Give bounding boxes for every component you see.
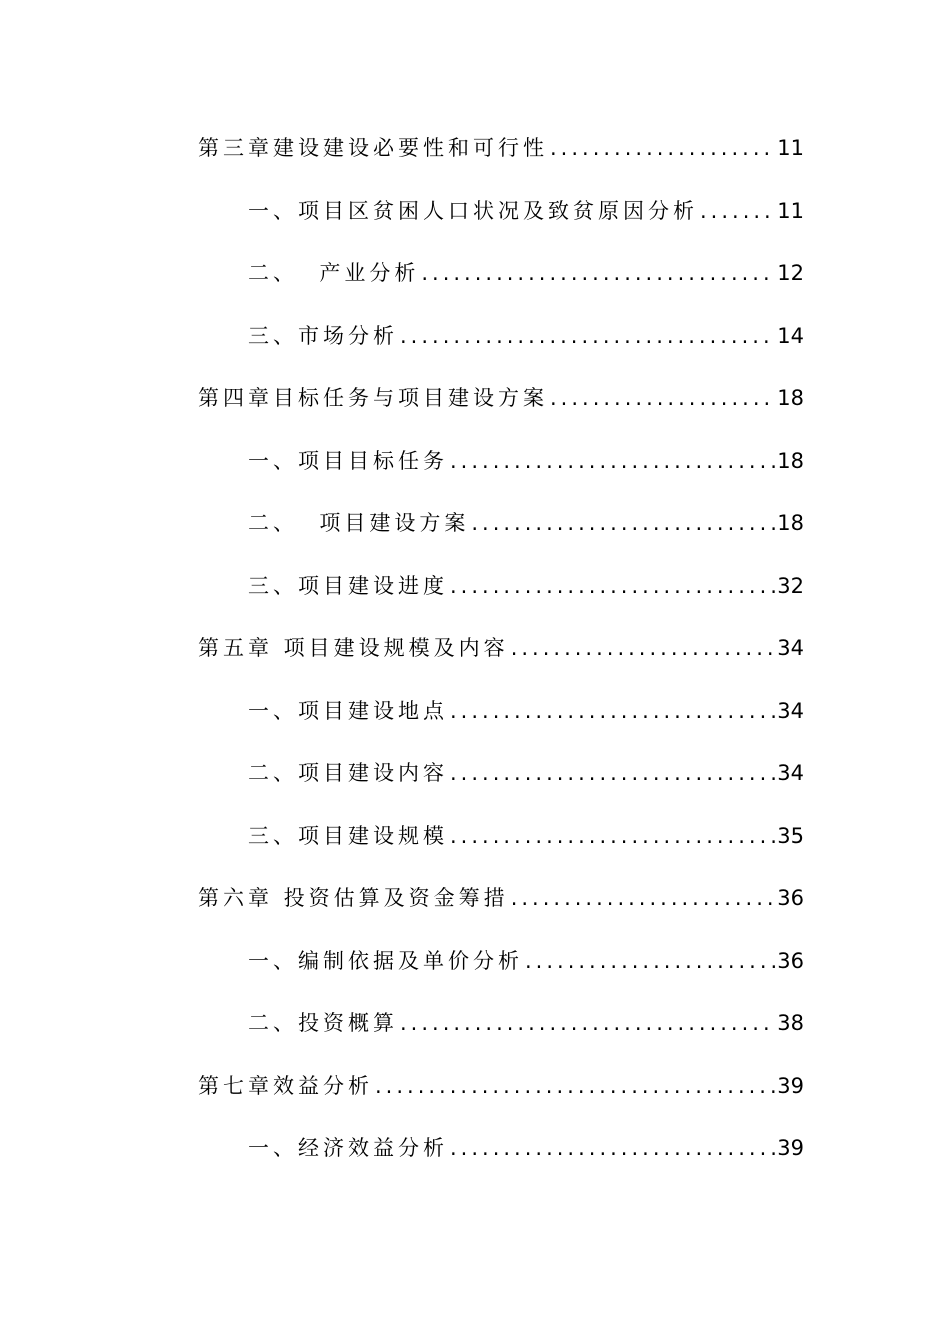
toc-entry-page: 36 bbox=[777, 886, 804, 910]
toc-dot-leader bbox=[400, 1001, 775, 1045]
toc-entry-page: 35 bbox=[777, 823, 804, 848]
toc-entry-page: 11 bbox=[777, 198, 804, 223]
toc-entry-title: 三、市场分析 bbox=[248, 323, 398, 348]
toc-entry-page: 36 bbox=[777, 948, 804, 973]
toc-entry-title: 一、编制依据及单价分析 bbox=[248, 948, 523, 973]
toc-dot-leader bbox=[511, 876, 776, 920]
toc-entry-title: 二、 项目建设方案 bbox=[248, 511, 470, 535]
toc-entry-title: 一、项目建设地点 bbox=[248, 698, 448, 723]
toc-entry-page: 14 bbox=[777, 323, 804, 348]
toc-dot-leader bbox=[471, 501, 775, 545]
toc-entry-page: 11 bbox=[777, 136, 804, 160]
toc-entry[interactable] bbox=[198, 189, 804, 252]
toc-entry[interactable] bbox=[198, 1001, 804, 1064]
toc-dot-leader bbox=[450, 1126, 775, 1170]
toc-entry[interactable] bbox=[198, 376, 804, 439]
toc-entry[interactable] bbox=[198, 251, 804, 314]
toc-dot-leader bbox=[550, 126, 775, 170]
toc-entry-title: 第五章 项目建设规模及内容 bbox=[198, 636, 509, 660]
toc-entry[interactable] bbox=[198, 564, 804, 627]
toc-entry-page: 18 bbox=[777, 448, 804, 473]
toc-entry-title: 第三章建设建设必要性和可行性 bbox=[198, 136, 548, 160]
toc-dot-leader bbox=[450, 814, 775, 858]
toc-entry-page: 18 bbox=[777, 511, 804, 535]
toc-dot-leader bbox=[421, 251, 775, 295]
toc-entry-title: 第六章 投资估算及资金筹措 bbox=[198, 886, 509, 910]
toc-entry-title: 三、项目建设进度 bbox=[248, 573, 448, 598]
toc-entry-page: 12 bbox=[777, 261, 804, 285]
toc-entry-page: 34 bbox=[777, 761, 804, 785]
toc-entry[interactable] bbox=[198, 814, 804, 877]
toc-entry-page: 38 bbox=[777, 1011, 804, 1035]
toc-entry[interactable] bbox=[198, 439, 804, 502]
toc-entry-title: 二、投资概算 bbox=[248, 1011, 398, 1035]
toc-entry-page: 32 bbox=[777, 573, 804, 598]
toc-entry-title: 二、 产业分析 bbox=[248, 261, 420, 285]
toc-entry[interactable] bbox=[198, 1126, 804, 1189]
toc-dot-leader bbox=[511, 626, 776, 670]
toc-entry[interactable] bbox=[198, 751, 804, 814]
toc-dot-leader bbox=[400, 314, 775, 358]
toc-entry[interactable] bbox=[198, 876, 804, 939]
toc-dot-leader bbox=[700, 189, 775, 233]
toc-dot-leader bbox=[375, 1064, 775, 1108]
toc-dot-leader bbox=[450, 564, 775, 608]
toc-entry[interactable] bbox=[198, 689, 804, 752]
toc-entry[interactable] bbox=[198, 314, 804, 377]
toc-entry-page: 34 bbox=[777, 698, 804, 723]
toc-dot-leader bbox=[450, 439, 775, 483]
table-of-contents bbox=[198, 126, 804, 1189]
toc-entry[interactable] bbox=[198, 126, 804, 189]
toc-entry-title: 二、项目建设内容 bbox=[248, 761, 448, 785]
toc-entry-page: 34 bbox=[777, 636, 804, 660]
toc-entry-title: 一、项目区贫困人口状况及致贫原因分析 bbox=[248, 198, 698, 223]
toc-entry-title: 三、项目建设规模 bbox=[248, 823, 448, 848]
toc-dot-leader bbox=[550, 376, 775, 420]
toc-dot-leader bbox=[525, 939, 775, 983]
toc-entry-title: 第七章效益分析 bbox=[198, 1073, 373, 1098]
toc-entry[interactable] bbox=[198, 939, 804, 1002]
toc-entry-page: 39 bbox=[777, 1073, 804, 1098]
toc-entry-title: 一、经济效益分析 bbox=[248, 1136, 448, 1160]
toc-entry[interactable] bbox=[198, 626, 804, 689]
toc-entry-title: 一、项目目标任务 bbox=[248, 448, 448, 473]
toc-entry[interactable] bbox=[198, 501, 804, 564]
toc-entry-title: 第四章目标任务与项目建设方案 bbox=[198, 386, 548, 410]
toc-dot-leader bbox=[450, 689, 775, 733]
toc-dot-leader bbox=[450, 751, 775, 795]
toc-entry-page: 39 bbox=[777, 1136, 804, 1160]
toc-entry-page: 18 bbox=[777, 386, 804, 410]
toc-entry[interactable] bbox=[198, 1064, 804, 1127]
